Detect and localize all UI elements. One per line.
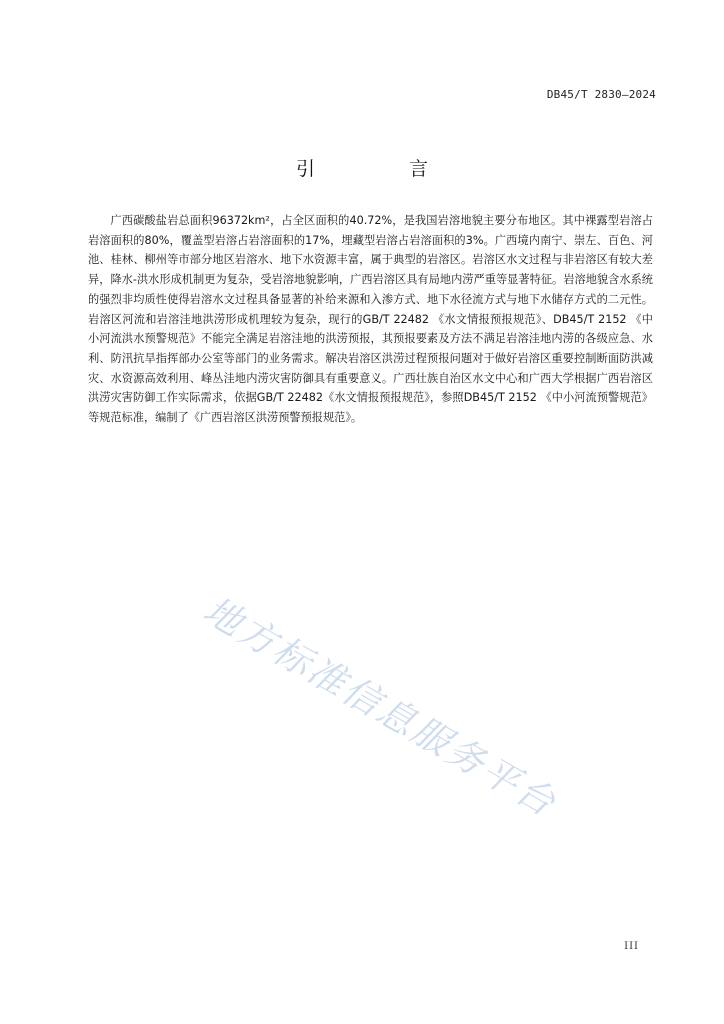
introduction-paragraph: 广西碳酸盐岩总面积96372km²，占全区面积的40.72%，是我国岩溶地貌主要分布地区。其中裸露型岩溶占岩溶面积的80%，覆盖型岩溶占岩溶面积的17%，埋藏型岩溶占岩溶面积的3%。广西境内南宁、崇左、百色、河池、桂林、柳州等市部分地区岩溶水、地下水资源丰富，属于典型的岩溶区。岩溶区水文过程与非岩溶区有较大差异，降水-洪水形成机制更为复杂，受岩溶地貌影响，广西岩溶区具有局地内涝严重等显著特征。岩溶地貌含水系统的强烈非均质性使得岩溶水文过程具备显著的补给来源和入渗方式、地下水径流方式与地下水储存方式的二元性。岩溶区河流和岩溶洼地洪涝形成机理较为复杂，现行的GB/T 22482 《水文情报预报规范》、DB45/T 2152 《中小河流洪水预警规范》不能完全满足岩溶洼地的洪涝预报，其预报要素及方法不满足岩溶洼地内涝的各级应急、水利、防汛抗旱指挥部办公室等部门的业务需求。解决岩溶区洪涝过程预报问题对于做好岩溶区重要控制断面防洪减灾、水资源高效利用、峰丛洼地内涝灾害防御具有重要意义。广西壮族自治区水文中心和广西大学根据广西岩溶区洪涝灾害防御工作实际需求，依据GB/T 22482《水文情报预报规范》，参照DB45/T 2152 《中小河流预警规范》等规范标准，编制了《广西岩溶区洪涝预警预报规范》。 <box>88 214 653 425</box>
watermark: 地方标准信息服务平台 <box>196 588 565 826</box>
standard-code: DB45/T 2830—2024 <box>546 88 656 101</box>
page-number: III <box>624 941 639 952</box>
page-title: 引 言 <box>295 158 473 180</box>
